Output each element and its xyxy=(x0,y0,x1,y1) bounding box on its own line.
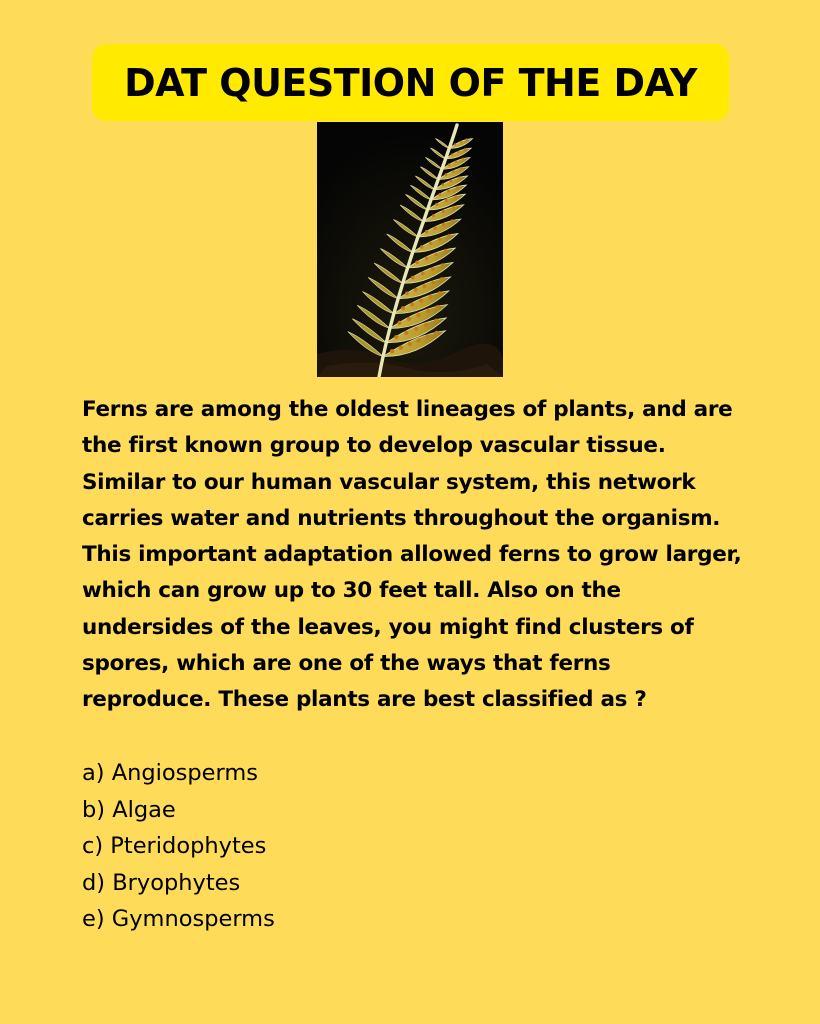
spore-cluster xyxy=(438,238,441,241)
question-line: undersides of the leaves, you might find clusters of xyxy=(82,614,694,640)
spore-cluster xyxy=(405,292,409,296)
spore-cluster xyxy=(447,189,450,192)
spore-cluster xyxy=(442,223,445,226)
spore-cluster xyxy=(417,338,421,342)
spore-cluster xyxy=(441,183,444,186)
question-line: carries water and nutrients throughout the organism. xyxy=(82,505,721,531)
question-text xyxy=(82,392,802,719)
spore-cluster xyxy=(434,319,438,323)
spore-cluster xyxy=(435,203,438,206)
spore-cluster xyxy=(433,227,436,230)
answer-option: d) Bryophytes xyxy=(82,869,241,896)
answer-option: a) Angiosperms xyxy=(82,760,259,786)
spore-cluster xyxy=(420,245,423,248)
page-title: DAT QUESTION OF THE DAY xyxy=(124,60,697,105)
spore-cluster xyxy=(432,214,435,217)
fern-photo xyxy=(317,122,503,377)
spore-cluster xyxy=(434,253,438,257)
spore-cluster xyxy=(445,199,448,202)
spore-cluster xyxy=(399,345,403,349)
spore-cluster xyxy=(431,267,435,271)
spore-cluster xyxy=(440,277,444,281)
spore-cluster xyxy=(429,242,432,245)
spore-cluster xyxy=(466,138,468,140)
answer-options xyxy=(82,755,275,938)
spore-cluster xyxy=(421,272,425,276)
spore-cluster xyxy=(455,161,458,164)
spore-cluster xyxy=(408,342,412,346)
spore-cluster xyxy=(415,261,419,265)
spore-cluster xyxy=(425,257,429,261)
spore-cluster xyxy=(419,299,423,303)
spore-cluster xyxy=(401,306,405,310)
spore-cluster xyxy=(442,210,445,213)
spore-cluster xyxy=(425,230,428,233)
spore-cluster xyxy=(462,158,465,161)
spore-cluster xyxy=(451,219,454,222)
answer-option: c) Pteridophytes xyxy=(82,833,267,859)
spore-cluster xyxy=(438,291,442,295)
spore-cluster xyxy=(451,153,453,155)
question-line: This important adaptation allowed ferns to grow larger, xyxy=(82,542,742,568)
question-line: Ferns are among the oldest lineages of plants, and are xyxy=(82,397,733,422)
spore-cluster xyxy=(397,321,401,325)
answer-option: e) Gymnosperms xyxy=(82,906,275,932)
spore-cluster xyxy=(460,167,463,170)
spore-cluster xyxy=(456,186,459,189)
spore-cluster xyxy=(390,349,394,353)
spore-cluster xyxy=(450,180,453,183)
spore-cluster xyxy=(404,331,408,335)
spore-cluster xyxy=(454,143,456,145)
spore-cluster xyxy=(414,327,418,331)
question-line: the first known group to develop vascular tissue. xyxy=(82,433,666,459)
answer-option: b) Algae xyxy=(82,796,176,823)
spore-cluster xyxy=(441,263,445,267)
spore-cluster xyxy=(407,317,411,321)
fern-frond-image xyxy=(317,122,503,377)
spore-cluster xyxy=(417,313,421,317)
spore-cluster xyxy=(436,305,440,309)
spore-cluster xyxy=(411,276,415,280)
spore-cluster xyxy=(457,151,459,153)
question-line: spores, which are one of the ways that ferns xyxy=(82,651,611,677)
spore-cluster xyxy=(394,335,398,339)
spore-cluster xyxy=(452,170,455,173)
title-banner xyxy=(92,44,729,121)
spore-cluster xyxy=(410,303,414,307)
spore-cluster xyxy=(425,334,429,338)
spore-cluster xyxy=(414,288,418,292)
spore-cluster xyxy=(458,176,461,179)
spore-cluster xyxy=(447,234,450,237)
question-line: which can grow up to 30 feet tall. Also on the xyxy=(82,578,621,604)
question-line: Similar to our human vascular system, this network xyxy=(82,469,696,495)
spore-cluster xyxy=(445,173,448,176)
spore-cluster xyxy=(434,331,438,335)
spore-cluster xyxy=(429,295,433,299)
spore-cluster xyxy=(438,193,441,196)
question-line: reproduce. These plants are best classified as ? xyxy=(82,687,647,713)
spore-cluster xyxy=(424,323,428,327)
spore-cluster xyxy=(452,206,455,209)
spore-cluster xyxy=(454,195,457,198)
spore-cluster xyxy=(460,141,462,143)
spore-cluster xyxy=(444,249,448,253)
spore-cluster xyxy=(448,163,451,166)
spore-cluster xyxy=(431,281,435,285)
spore-cluster xyxy=(423,284,427,288)
spore-cluster xyxy=(464,148,466,150)
spore-cluster xyxy=(426,309,430,313)
